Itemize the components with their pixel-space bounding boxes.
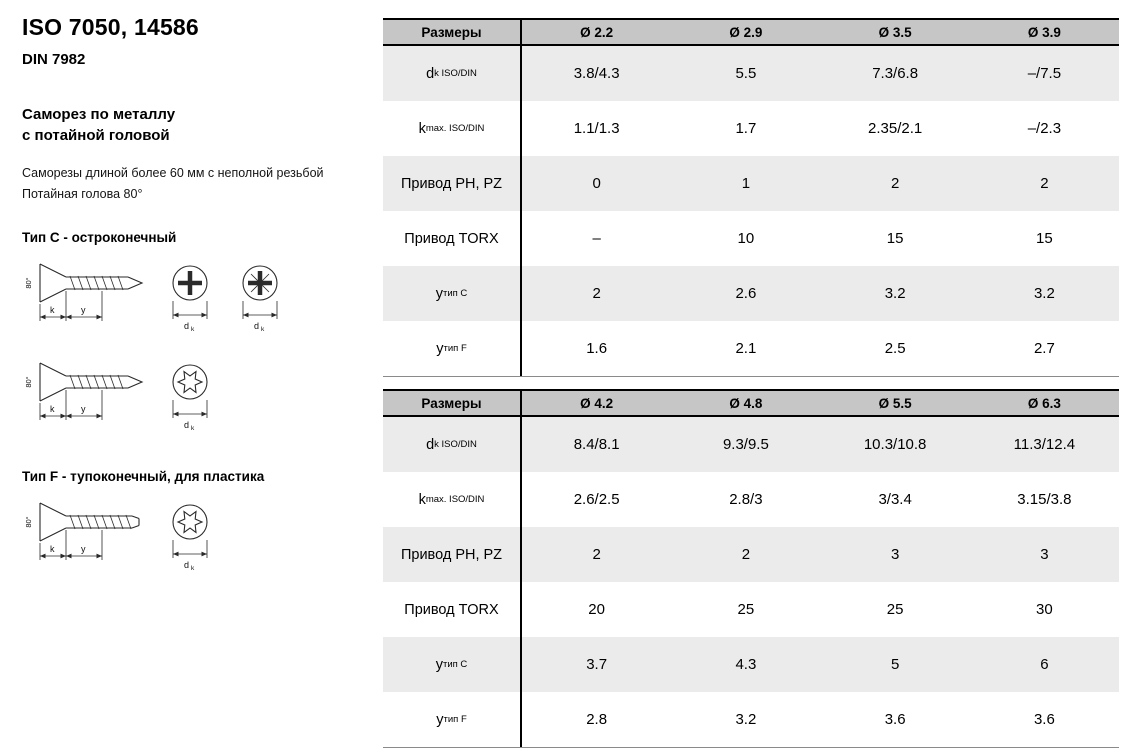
- row-label-cell: [383, 417, 522, 472]
- table-header-row: [383, 18, 1119, 46]
- dim-y-label: y: [81, 544, 86, 555]
- table-row: [383, 321, 1119, 376]
- table-row: [383, 211, 1119, 266]
- value-cell: 3.8/4.3: [573, 65, 620, 82]
- type-c-drawing-torx: [22, 350, 372, 439]
- row-label-cell: [383, 46, 522, 101]
- row-label-sub: max. ISO/DIN: [425, 122, 485, 134]
- row-label-main: d: [426, 436, 435, 453]
- value-cell: –/2.3: [1027, 120, 1062, 137]
- value-cell: 2.35/2.1: [868, 120, 923, 137]
- sizes-header-cell: Размеры: [383, 391, 522, 415]
- row-label-main: Привод PH, PZ: [400, 175, 503, 192]
- row-label-main: y: [436, 340, 444, 357]
- dim-dk-sub-label: k: [191, 425, 195, 433]
- dim-k-label: k: [50, 404, 55, 415]
- table-row: [383, 266, 1119, 321]
- table-row: [383, 101, 1119, 156]
- value-cell: 25: [737, 601, 755, 618]
- pz-drive-icon: [243, 266, 277, 300]
- row-label-main: d: [426, 65, 435, 82]
- row-label-sub: тип F: [443, 342, 467, 354]
- row-label-main: y: [436, 711, 444, 728]
- row-label-sub: тип C: [442, 287, 468, 299]
- value-cell: 3/3.4: [878, 491, 912, 508]
- value-cell: 2: [592, 285, 601, 302]
- value-cell: 0: [592, 175, 601, 192]
- value-cell: 5.5: [735, 65, 757, 82]
- torx-drive-icon: [173, 365, 207, 399]
- value-cell: 3.2: [1033, 285, 1055, 302]
- value-cell: 10.3/10.8: [863, 436, 927, 453]
- table-row: [383, 692, 1119, 747]
- value-cell: 3: [890, 546, 900, 563]
- value-cell: 1.7: [735, 120, 757, 137]
- value-cell: 2: [890, 175, 900, 192]
- value-cell: 3.6: [1033, 711, 1055, 728]
- value-cell: 3.6: [884, 711, 906, 728]
- row-label-cell: [383, 692, 522, 747]
- dim-y-label: y: [81, 404, 86, 415]
- row-label-sub: k ISO/DIN: [434, 438, 477, 450]
- value-cell: 10: [737, 230, 755, 247]
- angle-label: 80°: [24, 516, 33, 528]
- dim-dk-sub-label: k: [191, 565, 195, 573]
- table-header-row: [383, 389, 1119, 417]
- row-label-sub: k ISO/DIN: [434, 67, 477, 79]
- page-title: ISO 7050, 14586: [22, 14, 199, 40]
- row-label-cell: [383, 637, 522, 692]
- type-f-label: Тип F - тупоконечный, для пластика: [22, 469, 265, 485]
- dim-dk-label: d: [254, 321, 260, 332]
- diameter-header-cell: Ø 6.3: [1027, 395, 1061, 411]
- diameter-header-cell: Ø 5.5: [878, 395, 912, 411]
- value-cell: 4.3: [735, 656, 757, 673]
- screw-side-view-type-f-icon: [22, 490, 322, 574]
- row-label-cell: [383, 321, 522, 376]
- dim-k-label: k: [50, 305, 55, 316]
- value-cell: 7.3/6.8: [872, 65, 919, 82]
- screw-side-view-torx-icon: [22, 350, 322, 434]
- diameter-header-cell: Ø 3.5: [878, 24, 912, 40]
- sizes-header-cell: Размеры: [383, 20, 522, 44]
- dim-dk-sub-label: k: [191, 326, 195, 334]
- angle-label: 80°: [24, 376, 33, 388]
- value-cell: 6: [1040, 656, 1049, 673]
- value-cell: 2: [741, 546, 751, 563]
- row-label-main: k: [418, 120, 426, 137]
- dim-y-label: y: [81, 305, 86, 316]
- row-label-main: Привод PH, PZ: [400, 546, 503, 563]
- description-line2: Потайная голова 80°: [22, 186, 143, 201]
- ph-drive-icon: [173, 266, 207, 300]
- value-cell: 1: [741, 175, 751, 192]
- value-cell: –: [592, 230, 601, 247]
- row-label-cell: [383, 156, 522, 211]
- value-cell: 1.6: [586, 340, 608, 357]
- angle-label: 80°: [24, 277, 33, 289]
- value-cell: 15: [1036, 230, 1053, 247]
- value-cell: 3.7: [586, 656, 608, 673]
- table-row: [383, 417, 1119, 472]
- row-label-sub: тип F: [443, 713, 467, 725]
- value-cell: 3.2: [884, 285, 906, 302]
- type-f-drawing-torx: [22, 490, 372, 579]
- row-label-sub: max. ISO/DIN: [425, 493, 485, 505]
- dim-dk-label: d: [184, 560, 190, 571]
- value-cell: 1.1/1.3: [573, 120, 620, 137]
- value-cell: 2.5: [884, 340, 906, 357]
- diameter-header-cell: Ø 4.2: [580, 395, 614, 411]
- diameter-header-cell: Ø 2.2: [580, 24, 614, 40]
- row-label-cell: [383, 211, 522, 266]
- product-heading-line2: с потайной головой: [22, 127, 170, 144]
- row-label-cell: [383, 472, 522, 527]
- table-row: [383, 582, 1119, 637]
- value-cell: 25: [886, 601, 904, 618]
- row-label-main: y: [435, 285, 443, 302]
- value-cell: 3: [1040, 546, 1049, 563]
- diameter-header-cell: Ø 2.9: [729, 24, 763, 40]
- value-cell: 3.2: [735, 711, 757, 728]
- value-cell: 5: [890, 656, 900, 673]
- page-subtitle: DIN 7982: [22, 51, 86, 68]
- table-row: [383, 637, 1119, 692]
- product-heading-line1: Саморез по металлу: [22, 106, 176, 123]
- value-cell: 30: [1036, 601, 1053, 618]
- value-cell: –/7.5: [1027, 65, 1062, 82]
- value-cell: 2.8: [586, 711, 608, 728]
- dim-k-label: k: [50, 544, 55, 555]
- value-cell: 20: [588, 601, 605, 618]
- left-panel: [22, 14, 372, 589]
- row-label-main: k: [418, 491, 426, 508]
- product-heading: [22, 104, 372, 146]
- row-label-sub: тип C: [442, 658, 468, 670]
- value-cell: 15: [886, 230, 904, 247]
- row-label-main: y: [435, 656, 443, 673]
- row-label-cell: [383, 266, 522, 321]
- table-row: [383, 156, 1119, 211]
- table-row: [383, 472, 1119, 527]
- value-cell: 8.4/8.1: [573, 436, 620, 453]
- row-label-main: Привод TORX: [404, 230, 499, 247]
- diameter-header-cell: Ø 4.8: [729, 395, 763, 411]
- value-cell: 2.8/3: [729, 491, 763, 508]
- value-cell: 2.1: [735, 340, 757, 357]
- value-cell: 3.15/3.8: [1017, 491, 1072, 508]
- value-cell: 2: [592, 546, 601, 563]
- value-cell: 11.3/12.4: [1013, 436, 1076, 453]
- row-label-main: Привод TORX: [404, 601, 499, 618]
- value-cell: 2.7: [1033, 340, 1055, 357]
- dim-dk-label: d: [184, 420, 190, 431]
- value-cell: 2: [1040, 175, 1049, 192]
- value-cell: 2.6: [735, 285, 757, 302]
- type-c-label: Тип C - остроконечный: [22, 230, 177, 246]
- screw-side-view-type-c-icon: [22, 251, 322, 335]
- value-cell: 9.3/9.5: [722, 436, 769, 453]
- row-label-cell: [383, 527, 522, 582]
- dimensions-table-large: [383, 389, 1119, 748]
- diameter-header-cell: Ø 3.9: [1027, 24, 1061, 40]
- value-cell: 2.6/2.5: [573, 491, 620, 508]
- torx-drive-icon: [173, 505, 207, 539]
- dim-dk-sub-label: k: [261, 326, 265, 334]
- row-label-cell: [383, 101, 522, 156]
- type-c-drawing-ph-pz: [22, 251, 372, 340]
- row-label-cell: [383, 582, 522, 637]
- dimensions-table-small: [383, 18, 1119, 377]
- table-row: [383, 527, 1119, 582]
- product-description: [22, 163, 372, 204]
- table-row: [383, 46, 1119, 101]
- dim-dk-label: d: [184, 321, 190, 332]
- description-line1: Саморезы длиной более 60 мм с неполной резьбой: [22, 166, 324, 180]
